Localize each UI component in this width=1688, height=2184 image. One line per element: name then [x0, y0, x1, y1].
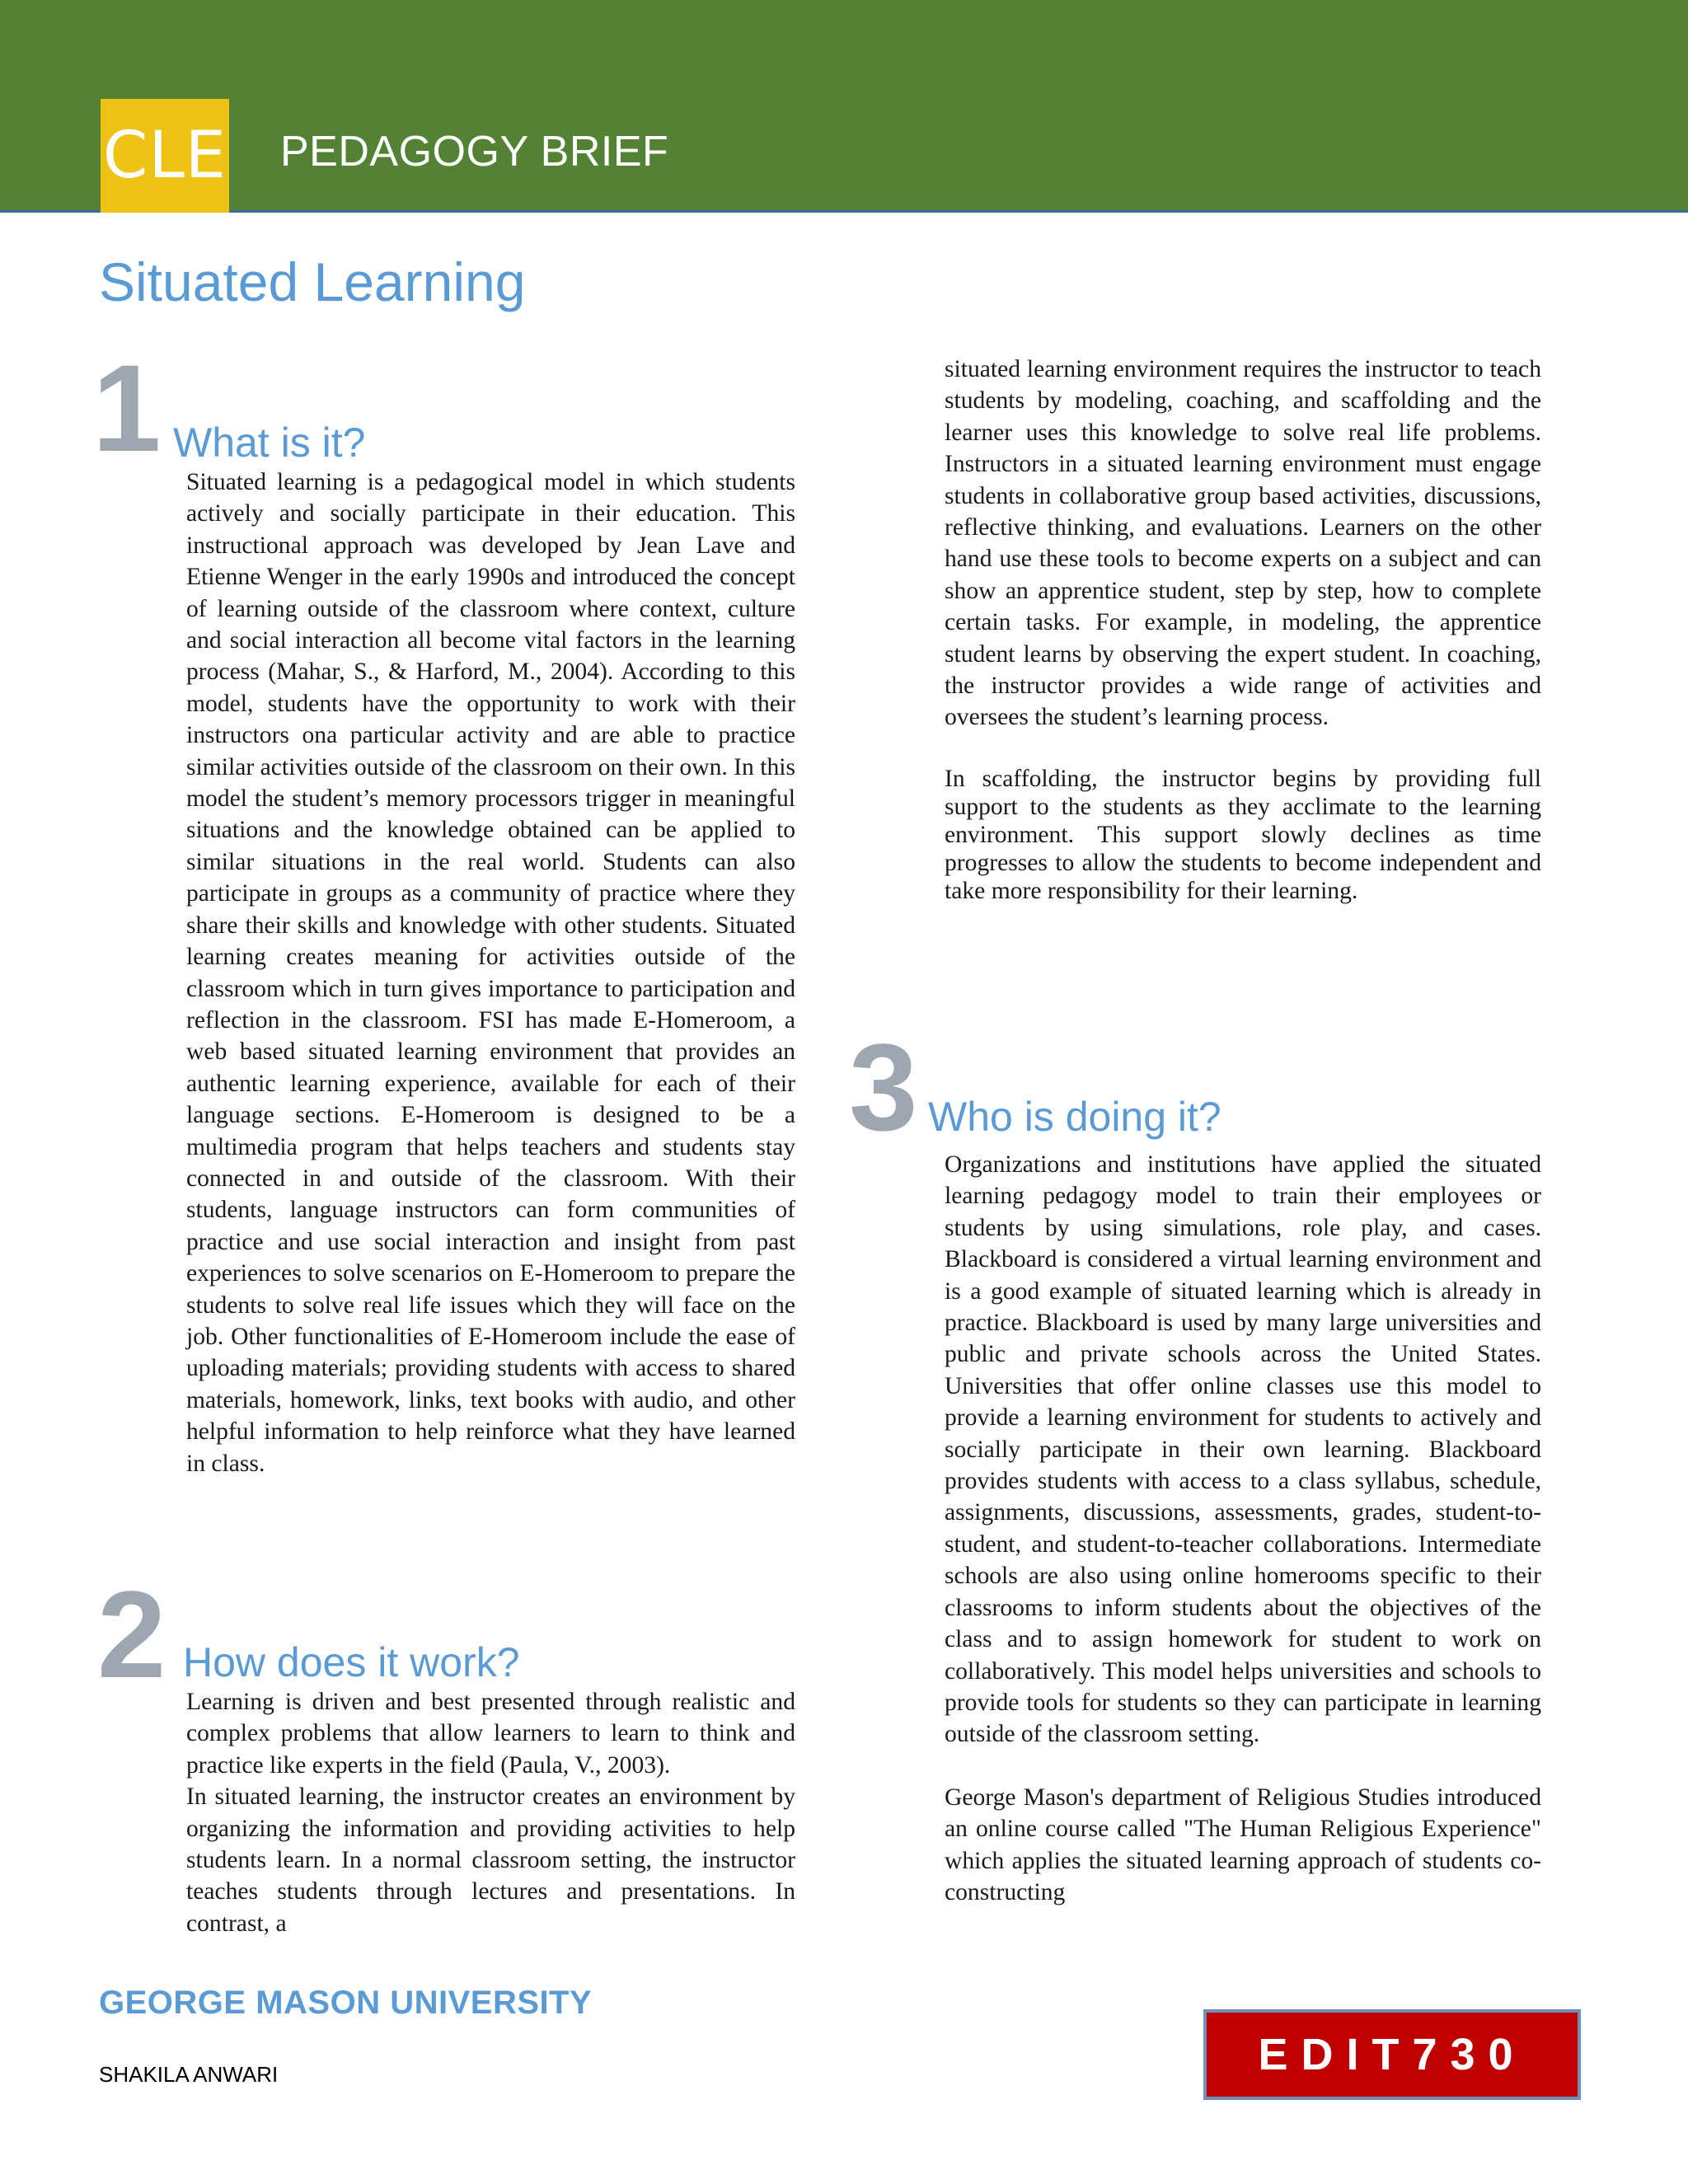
logo-text: CLE: [102, 119, 227, 193]
section-number-1: 1: [92, 339, 162, 477]
cle-logo: [101, 99, 229, 213]
section-body-3: [945, 1149, 1541, 1908]
section-heading-3: Who is doing it?: [928, 1094, 1221, 1140]
section-heading-2: How does it work?: [183, 1639, 520, 1685]
university-name: GEORGE MASON UNIVERSITY: [99, 1985, 593, 2021]
section-heading-1: What is it?: [173, 419, 366, 466]
section-body-1: [186, 466, 795, 1479]
brief-title: PEDAGOGY BRIEF: [280, 128, 669, 176]
section-number-2: 2: [97, 1565, 166, 1704]
page-title: Situated Learning: [99, 251, 526, 312]
paragraph: In situated learning, the instructor creates an environment by organizing the information and providing activities to help students learn. In a normal classroom setting, the instructor teaches students through lectures and presentations. In contrast, a: [186, 1783, 795, 1937]
paragraph: Learning is driven and best presented through realistic and complex problems that allow learners to learn to think and practice like experts in the field (Paula, V., 2003).: [186, 1689, 795, 1779]
section-body-2: [186, 1686, 795, 1939]
course-badge: [1203, 2009, 1581, 2100]
author-name: SHAKILA ANWARI: [99, 2062, 279, 2087]
paragraph: In scaffolding, the instructor begins by providing full support to the students as they acclimate to the learning environment. This support slowly declines as time progresses to allow the students to become independent and take more responsibility for their learning.: [945, 765, 1541, 904]
paragraph: situated learning environment requires the instructor to teach students by modeling, coaching, and scaffolding and the learner uses this knowledge to solve real life problems. Instructors in a situated learning environment must engage students in collaborative group based activities, discussions, reflective thinking, and evaluations. Learners on the other hand use these tools to become experts on a subject and can show an apprentice student, step by step, how to complete certain tasks. For example, in modeling, the apprentice student learns by observing the expert student. In coaching, the instructor provides a wide range of activities and oversees the student’s learning process.: [945, 356, 1541, 731]
paragraph: Situated learning is a pedagogical model in which students actively and socially participate in their education. This instructional approach was developed by Jean Lave and Etienne Wenger in the early 1990s and introduced the concept of learning outside of the classroom where context, culture and social interaction all become vital factors in the learning process (Mahar, S., & Harford, M., 2004). According to this model, students have the opportunity to work with their instructors ona particular activity and are able to practice similar activities outside of the classroom on their own. In this model the student’s memory processors trigger in meaningful situations and the knowledge obtained can be applied to similar situations in the real world. Students can also participate in groups as a community of practice where they share their skills and knowledge with other students. Situated learning creates meaning for activities outside of the classroom which in turn gives importance to participation and reflection in the classroom. FSI has made E-Homeroom, a web based situated learning environment that provides an authentic learning experience, available for each of their language sections. E-Homeroom is designed to be a multimedia program that helps teachers and students stay connected in and outside of the classroom. With their students, language instructors can form communities of practice and use social interaction and insight from past experiences to solve scenarios on E-Homeroom to prepare the students to solve real life issues which they will face on the job. Other functionalities of E-Homeroom include the ease of uploading materials; providing students with access to shared materials, homework, links, text books with audio, and other helpful information to help reinforce what they have learned in class.: [186, 469, 795, 1477]
header-banner: [0, 0, 1688, 213]
paragraph: George Mason's department of Religious Studies introduced an online course called "The Human Religious Experience" which applies the situated learning approach of students co- constructing: [945, 1783, 1541, 1905]
paragraph: Organizations and institutions have applied the situated learning pedagogy model to train their employees or students by using simulations, role play, and cases. Blackboard is considered a virtual learning environment and is a good example of situated learning which is already in practice. Blackboard is used by many large universities and public and private schools across the United States. Universities that offer online classes use this model to provide a learning environment for students to actively and socially participate in their own learning. Blackboard provides students with access to a class syllabus, schedule, assignments, discussions, assessments, grades, student-to- student, and student-to-teacher collaborations. Intermediate schools are also using online homerooms specific to their classrooms to inform students about the objectives of the class and to assign homework for student to work on collaboratively. This model helps universities and schools to provide tools for students so they can participate in learning outside of the classroom setting.: [945, 1151, 1541, 1748]
section-number-3: 3: [849, 1018, 918, 1156]
course-code: EDIT730: [1258, 2030, 1526, 2079]
section-body-2-continued: [945, 354, 1541, 905]
